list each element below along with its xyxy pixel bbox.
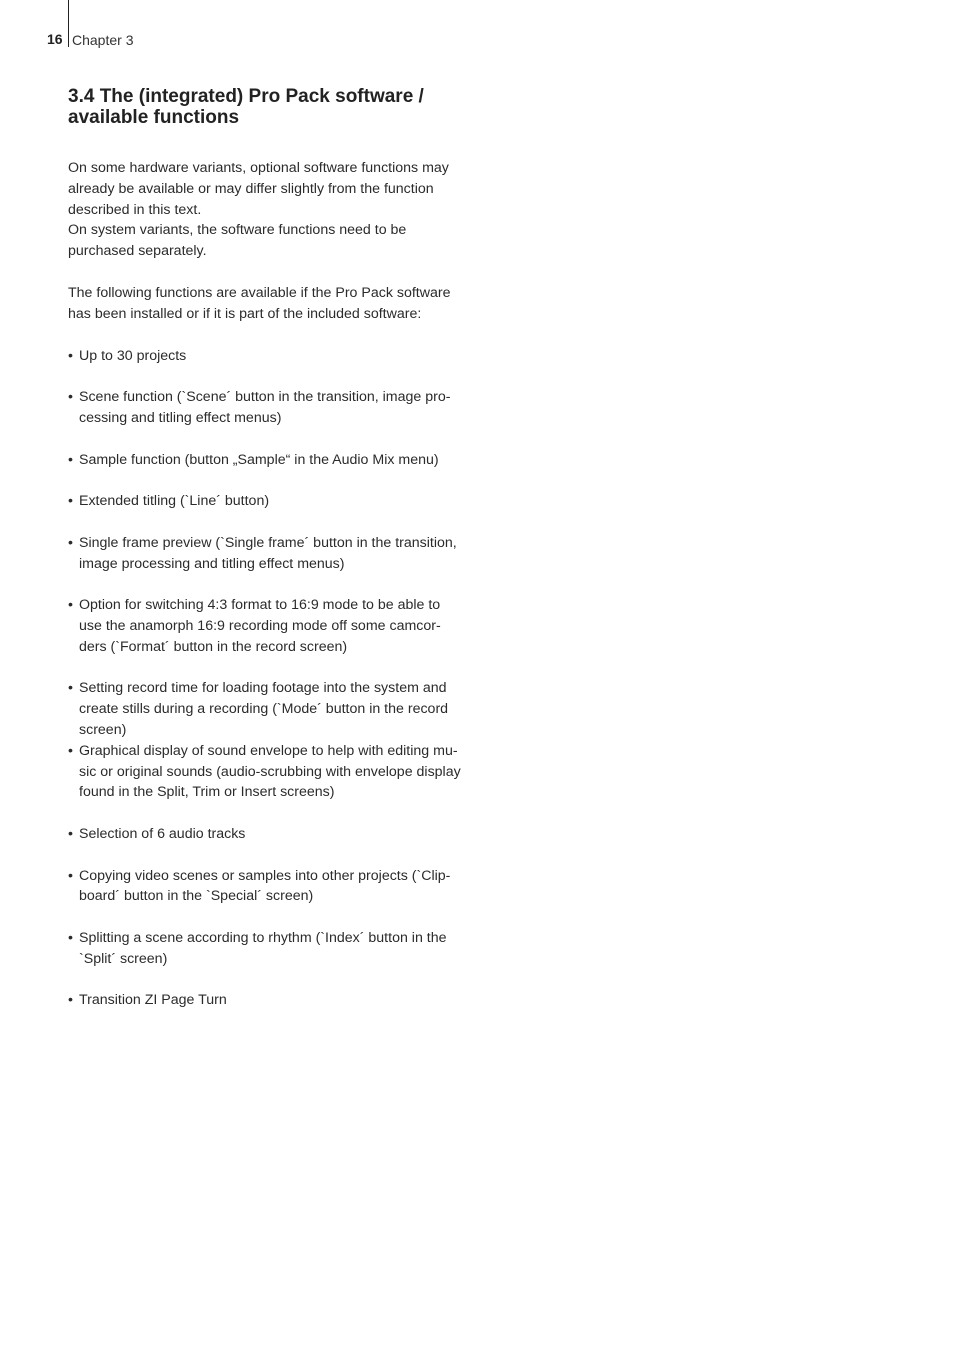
- feature-line: image processing and titling effect menus): [79, 555, 345, 572]
- feature-line: Option for switching 4:3 format to 16:9 mode to be able to: [79, 597, 441, 614]
- lead-line: has been installed or if it is part of the included software:: [68, 305, 422, 322]
- feature-line: create stills during a recording (`Mode´ button in the record: [79, 701, 449, 718]
- feature-line: `Split´ screen): [79, 950, 168, 967]
- feature-line: use the anamorph 16:9 recording mode off some camcor-: [79, 617, 441, 634]
- bullet-icon: •: [68, 867, 73, 884]
- feature-line: Selection of 6 audio tracks: [79, 825, 246, 842]
- feature-item: [68, 990, 480, 1011]
- feature-item: [68, 595, 480, 657]
- intro-line: described in this text.: [68, 201, 202, 218]
- feature-line: cessing and titling effect menus): [79, 409, 282, 426]
- page-content: [68, 86, 480, 1032]
- feature-item: [68, 866, 480, 908]
- page-number: 16: [47, 31, 63, 47]
- feature-item: [68, 928, 480, 970]
- feature-item: [68, 450, 480, 471]
- bullet-icon: •: [68, 597, 73, 614]
- intro-line: purchased separately.: [68, 243, 207, 260]
- bullet-icon: •: [68, 680, 73, 697]
- feature-line: Graphical display of sound envelope to help with editing mu-: [79, 742, 458, 759]
- bullet-icon: •: [68, 825, 73, 842]
- intro-line: already be available or may differ slightly from the function: [68, 180, 434, 197]
- feature-item: [68, 678, 480, 740]
- bullet-icon: •: [68, 534, 73, 551]
- section-title: [68, 86, 480, 128]
- feature-item: [68, 491, 480, 512]
- bullet-icon: •: [68, 992, 73, 1009]
- feature-line: ders (`Format´ button in the record screen): [79, 638, 348, 655]
- feature-line: Setting record time for loading footage into the system and: [79, 680, 447, 697]
- intro-line: On system variants, the software functions need to be: [68, 222, 407, 239]
- feature-line: Transition ZI Page Turn: [79, 992, 227, 1009]
- feature-line: Splitting a scene according to rhythm (`Index´ button in the: [79, 929, 447, 946]
- feature-line: Extended titling (`Line´ button): [79, 493, 270, 510]
- bullet-icon: •: [68, 389, 73, 406]
- feature-line: Single frame preview (`Single frame´ button in the transition,: [79, 534, 457, 551]
- chapter-label: Chapter 3: [72, 32, 134, 48]
- feature-line: board´ button in the `Special´ screen): [79, 888, 314, 905]
- feature-item: [68, 741, 480, 803]
- feature-line: Up to 30 projects: [79, 347, 187, 364]
- lead-line: The following functions are available if the Pro Pack software: [68, 284, 451, 301]
- bullet-icon: •: [68, 929, 73, 946]
- intro-line: On some hardware variants, optional software functions may: [68, 160, 449, 176]
- bullet-icon: •: [68, 742, 73, 759]
- header-rule: [68, 0, 69, 47]
- feature-line: screen): [79, 721, 127, 738]
- bullet-icon: •: [68, 451, 73, 468]
- feature-line: Sample function (button „Sample“ in the Audio Mix menu): [79, 451, 439, 468]
- section-title-line: available functions: [68, 107, 240, 128]
- feature-line: Copying video scenes or samples into other projects (`Clip-: [79, 867, 451, 884]
- intro-paragraph: [68, 158, 480, 262]
- feature-item: [68, 824, 480, 845]
- feature-item: [68, 387, 480, 429]
- feature-item: [68, 533, 480, 575]
- feature-list: [68, 346, 480, 1012]
- section-title-line: 3.4 The (integrated) Pro Pack software /: [68, 86, 424, 107]
- bullet-icon: •: [68, 347, 73, 364]
- feature-line: found in the Split, Trim or Insert screens): [79, 784, 335, 801]
- lead-paragraph: [68, 283, 480, 325]
- feature-line: sic or original sounds (audio-scrubbing with envelope display: [79, 763, 461, 780]
- bullet-icon: •: [68, 493, 73, 510]
- feature-item: [68, 346, 480, 367]
- feature-line: Scene function (`Scene´ button in the transition, image pro-: [79, 389, 451, 406]
